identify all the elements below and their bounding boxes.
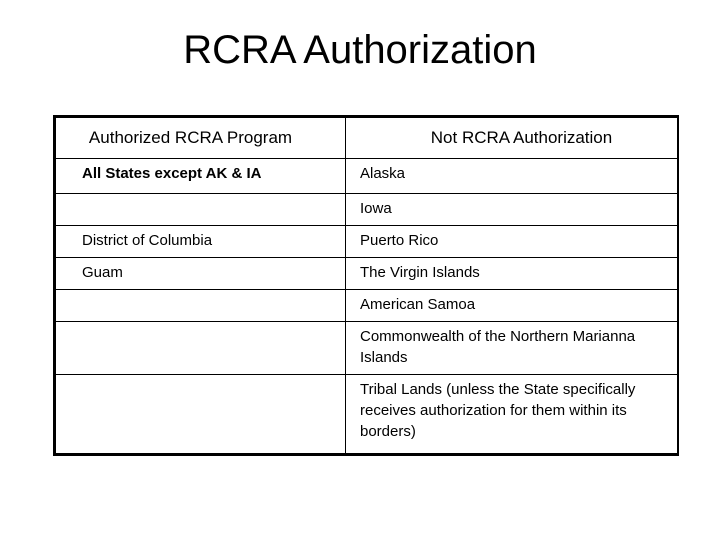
- page-title: RCRA Authorization: [183, 28, 537, 72]
- header-authorized: Authorized RCRA Program: [56, 118, 346, 159]
- cell-authorized: District of Columbia: [56, 226, 346, 258]
- authorization-table: [55, 117, 678, 454]
- table-row: [56, 194, 678, 226]
- table-row: [56, 375, 678, 454]
- cell-authorized: All States except AK & IA: [56, 159, 346, 194]
- cell-authorized: [56, 375, 346, 454]
- cell-authorized: [56, 322, 346, 375]
- rcra-authorization-table: [53, 115, 679, 456]
- table-row: [56, 290, 678, 322]
- cell-not-authorized: American Samoa: [346, 290, 678, 322]
- table-row: [56, 226, 678, 258]
- cell-not-authorized: The Virgin Islands: [346, 258, 678, 290]
- cell-not-authorized: Iowa: [346, 194, 678, 226]
- cell-authorized: [56, 194, 346, 226]
- cell-authorized: [56, 290, 346, 322]
- table-header-row: [56, 118, 678, 159]
- cell-authorized: Guam: [56, 258, 346, 290]
- cell-not-authorized: Tribal Lands (unless the State specifically receives authorization for them within its borders): [346, 375, 678, 454]
- table-row: [56, 159, 678, 194]
- cell-not-authorized: Alaska: [346, 159, 678, 194]
- table-row: [56, 322, 678, 375]
- cell-not-authorized: Puerto Rico: [346, 226, 678, 258]
- table-row: [56, 258, 678, 290]
- cell-not-authorized: Commonwealth of the Northern Marianna Islands: [346, 322, 678, 375]
- header-not-authorized: Not RCRA Authorization: [346, 118, 678, 159]
